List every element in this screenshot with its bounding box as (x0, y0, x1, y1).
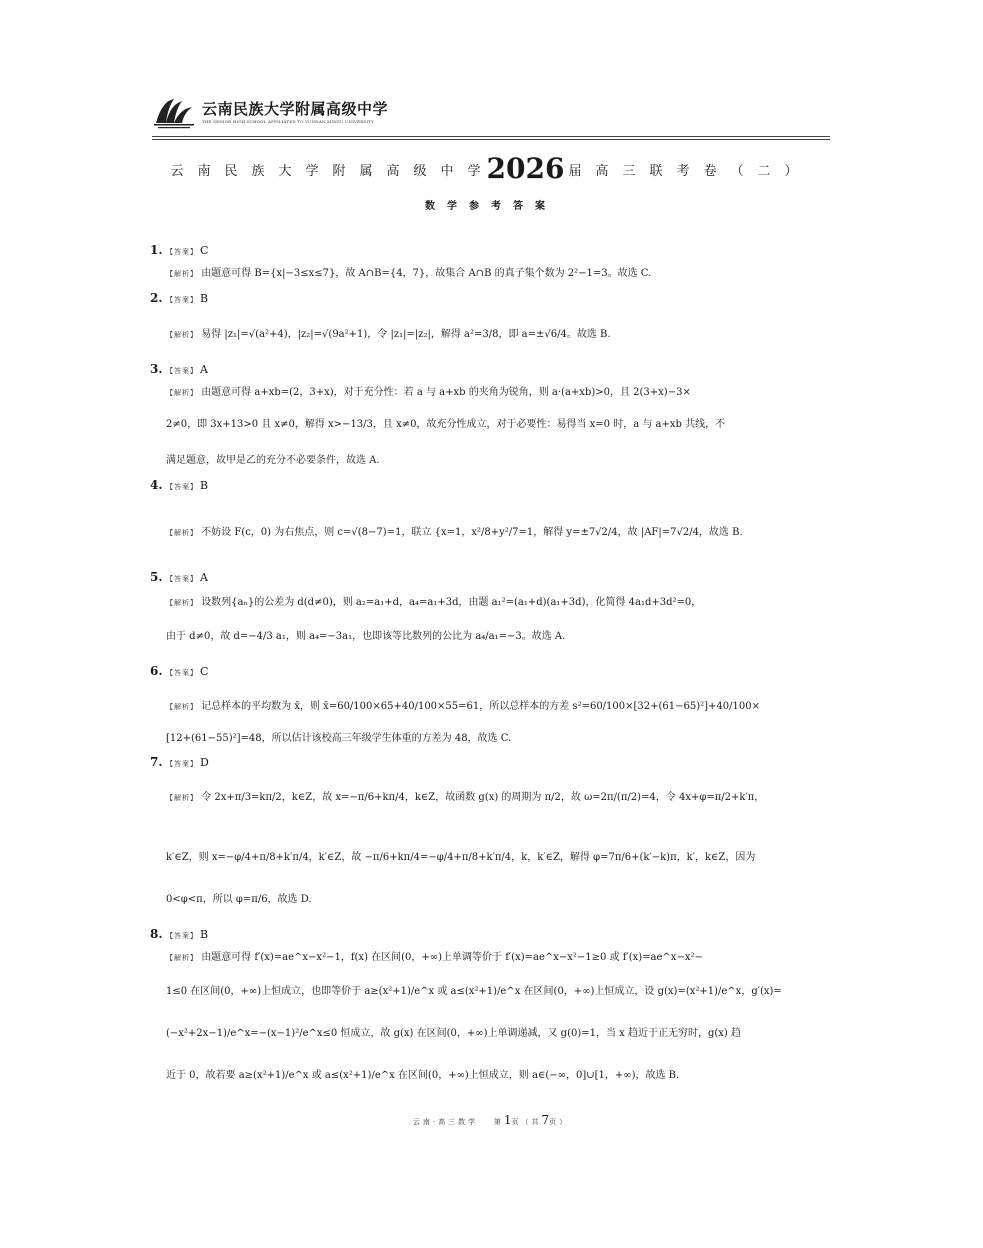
question-block (150, 570, 840, 642)
page-footer (152, 1113, 830, 1127)
analysis-tag: 【解析】 (166, 599, 198, 607)
question-number: 6. (150, 664, 163, 678)
analysis-text: 令 2x+π/3=kπ/2，k∈Z，故 x=−π/6+kπ/4，k∈Z，故函数 g(x) 的周期为 π/2，故 ω=2π/(π/2)=4，令 4x+φ=π/2+k′π， (201, 792, 765, 803)
school-name: 云南民族大学附属高级中学 (202, 100, 389, 118)
analysis-tag: 【解析】 (166, 529, 198, 537)
footer-total-pages: 7 (541, 1113, 550, 1127)
analysis-text: 不妨设 F(c，0) 为右焦点，则 c=√(8−7)=1，联立 {x=1，x²/8+y²/7=1，解得 y=±7√2/4，故 |AF|=7√2/4，故选 B. (201, 527, 743, 538)
question-number: 7. (150, 755, 163, 769)
question-block (150, 362, 840, 466)
question-number: 5. (150, 570, 163, 584)
question-block (150, 927, 840, 1081)
answer-value: C (200, 665, 209, 678)
analysis-line: 由于 d≠0，故 d=−4/3 a₁，则 a₄=−3a₁，也即该等比数列的公比为 a₄/a₁=−3。故选 A. (166, 631, 566, 642)
answer-tag: 【答案】 (166, 932, 199, 940)
analysis-tag: 【解析】 (166, 703, 198, 711)
answer-value: A (200, 571, 208, 584)
answer-value: A (200, 363, 208, 376)
answer-value: C (200, 244, 209, 257)
question-number: 8. (150, 927, 163, 941)
analysis-line (166, 267, 834, 281)
question-number: 2. (150, 291, 163, 305)
analysis-line (166, 328, 834, 342)
analysis-text: 记总样本的平均数为 x̄，则 x̄=60/100×65+40/100×55=61，所以总样本的方差 s²=60/100×[32+(61−65)²]+40/100× (201, 701, 760, 712)
exam-subtitle: 数学参考答案 (425, 201, 557, 212)
footer-page-label: 第 (493, 1118, 504, 1126)
question-block (150, 664, 840, 744)
question-number: 3. (150, 362, 163, 376)
analysis-text: 由题意可得 a+xb=(2，3+x)，对于充分性：若 a 与 a+xb 的夹角为锐角，则 a·(a+xb)>0，且 2(3+x)−3× (201, 387, 691, 398)
analysis-line: [12+(61−55)²]=48，所以估计该校高三年级学生体重的方差为 48，故选 C. (166, 733, 512, 744)
analysis-line (166, 386, 834, 400)
analysis-text: 由题意可得 B={x|−3≤x≤7}，故 A∩B={4，7}，故集合 A∩B 的真子集个数为 2²−1=3。故选 C. (201, 268, 652, 279)
question-block (150, 243, 840, 279)
analysis-line (166, 951, 834, 965)
question-number: 1. (150, 243, 163, 257)
question-block (150, 291, 840, 340)
analysis-line: 1≤0 在区间(0，+∞)上恒成立，也即等价于 a≥(x²+1)/e^x 或 a≤(x²+1)/e^x 在区间(0，+∞)上恒成立，设 g(x)=(x²+1)/e^x，g′(x)= (166, 986, 782, 997)
title-prefix: 云南民族大学附属高级中学 (170, 164, 495, 179)
analysis-tag: 【解析】 (166, 389, 198, 397)
analysis-line (166, 526, 834, 540)
question-block (150, 755, 840, 905)
answer-value: B (200, 292, 209, 305)
analysis-text: 易得 |z₁|=√(a²+4)，|z₂|=√(9a²+1)，令 |z₁|=|z₂|，解得 a²=3/8，即 a=±√6/4。故选 B. (201, 329, 611, 340)
analysis-line: (−x²+2x−1)/e^x=−(x−1)²/e^x≤0 恒成立，故 g(x) 在区间(0，+∞)上单调递减，又 g(0)=1，当 x 趋近于正无穷时，g(x) 趋 (166, 1028, 742, 1039)
footer-page-mid: 页（共 (511, 1118, 542, 1126)
analysis-line (166, 700, 834, 714)
answer-tag: 【答案】 (166, 575, 199, 583)
title-suffix: 届高三联考卷（二） (568, 164, 812, 179)
answer-tag: 【答案】 (166, 669, 199, 677)
answer-tag: 【答案】 (166, 248, 199, 256)
analysis-text: 设数列{aₙ}的公差为 d(d≠0)，则 a₂=a₁+d，a₄=a₁+3d，由题 a₁²=(a₁+d)(a₁+3d)，化简得 4a₁d+3d²=0， (201, 597, 702, 608)
answer-value: B (200, 928, 209, 941)
analysis-tag: 【解析】 (166, 794, 198, 802)
exam-title (152, 152, 830, 185)
analysis-tag: 【解析】 (166, 954, 198, 962)
school-english-name: THE SENIOR HIGH SCHOOL AFFILIATED TO YUNNAN MINZU UNIVERSITY (202, 119, 374, 124)
footer-subject: 云南·高三数学 (412, 1118, 479, 1126)
analysis-text: 由题意可得 f′(x)=ae^x−x²−1，f(x) 在区间(0，+∞)上单调等价于 f′(x)=ae^x−x²−1≥0 或 f′(x)=ae^x−x²− (201, 952, 703, 963)
analysis-line: 0<φ<π，所以 φ=π/6，故选 D. (166, 894, 312, 905)
answer-tag: 【答案】 (166, 483, 199, 491)
question-number: 4. (150, 478, 163, 492)
school-emblem-icon (152, 95, 196, 129)
analysis-tag: 【解析】 (166, 331, 198, 339)
header-rule (152, 136, 830, 140)
question-block (150, 478, 840, 538)
analysis-line (166, 791, 834, 805)
analysis-line: 近于 0，故若要 a≥(x²+1)/e^x 或 a≤(x²+1)/e^x 在区间(0，+∞)上恒成立，则 a∈(−∞，0]∪[1，+∞)，故选 B. (166, 1070, 680, 1081)
analysis-line: 2≠0，即 3x+13>0 且 x≠0，解得 x>−13/3，且 x≠0，故充分性成立，对于必要性：易得当 x=0 时，a 与 a+xb 共线，不 (166, 419, 726, 430)
answer-tag: 【答案】 (166, 760, 199, 768)
school-logo (152, 95, 389, 131)
analysis-tag: 【解析】 (166, 270, 198, 278)
analysis-line: k′∈Z，则 x=−φ/4+π/8+k′π/4，k′∈Z，故 −π/6+kπ/4=−φ/4+π/8+k′π/4，k，k′∈Z，解得 φ=7π/6+(k′−k)π，k′，k∈Z，因为 (166, 852, 756, 863)
answer-value: B (200, 479, 209, 492)
answer-tag: 【答案】 (166, 367, 199, 375)
analysis-line: 满足题意，故甲是乙的充分不必要条件，故选 A. (166, 455, 380, 466)
title-year: 2026 (486, 152, 565, 185)
answer-value: D (200, 756, 209, 769)
analysis-line (166, 596, 834, 610)
answer-tag: 【答案】 (166, 296, 199, 304)
footer-page-end: 页） (549, 1118, 570, 1126)
footer-page-number: 1 (503, 1113, 512, 1127)
